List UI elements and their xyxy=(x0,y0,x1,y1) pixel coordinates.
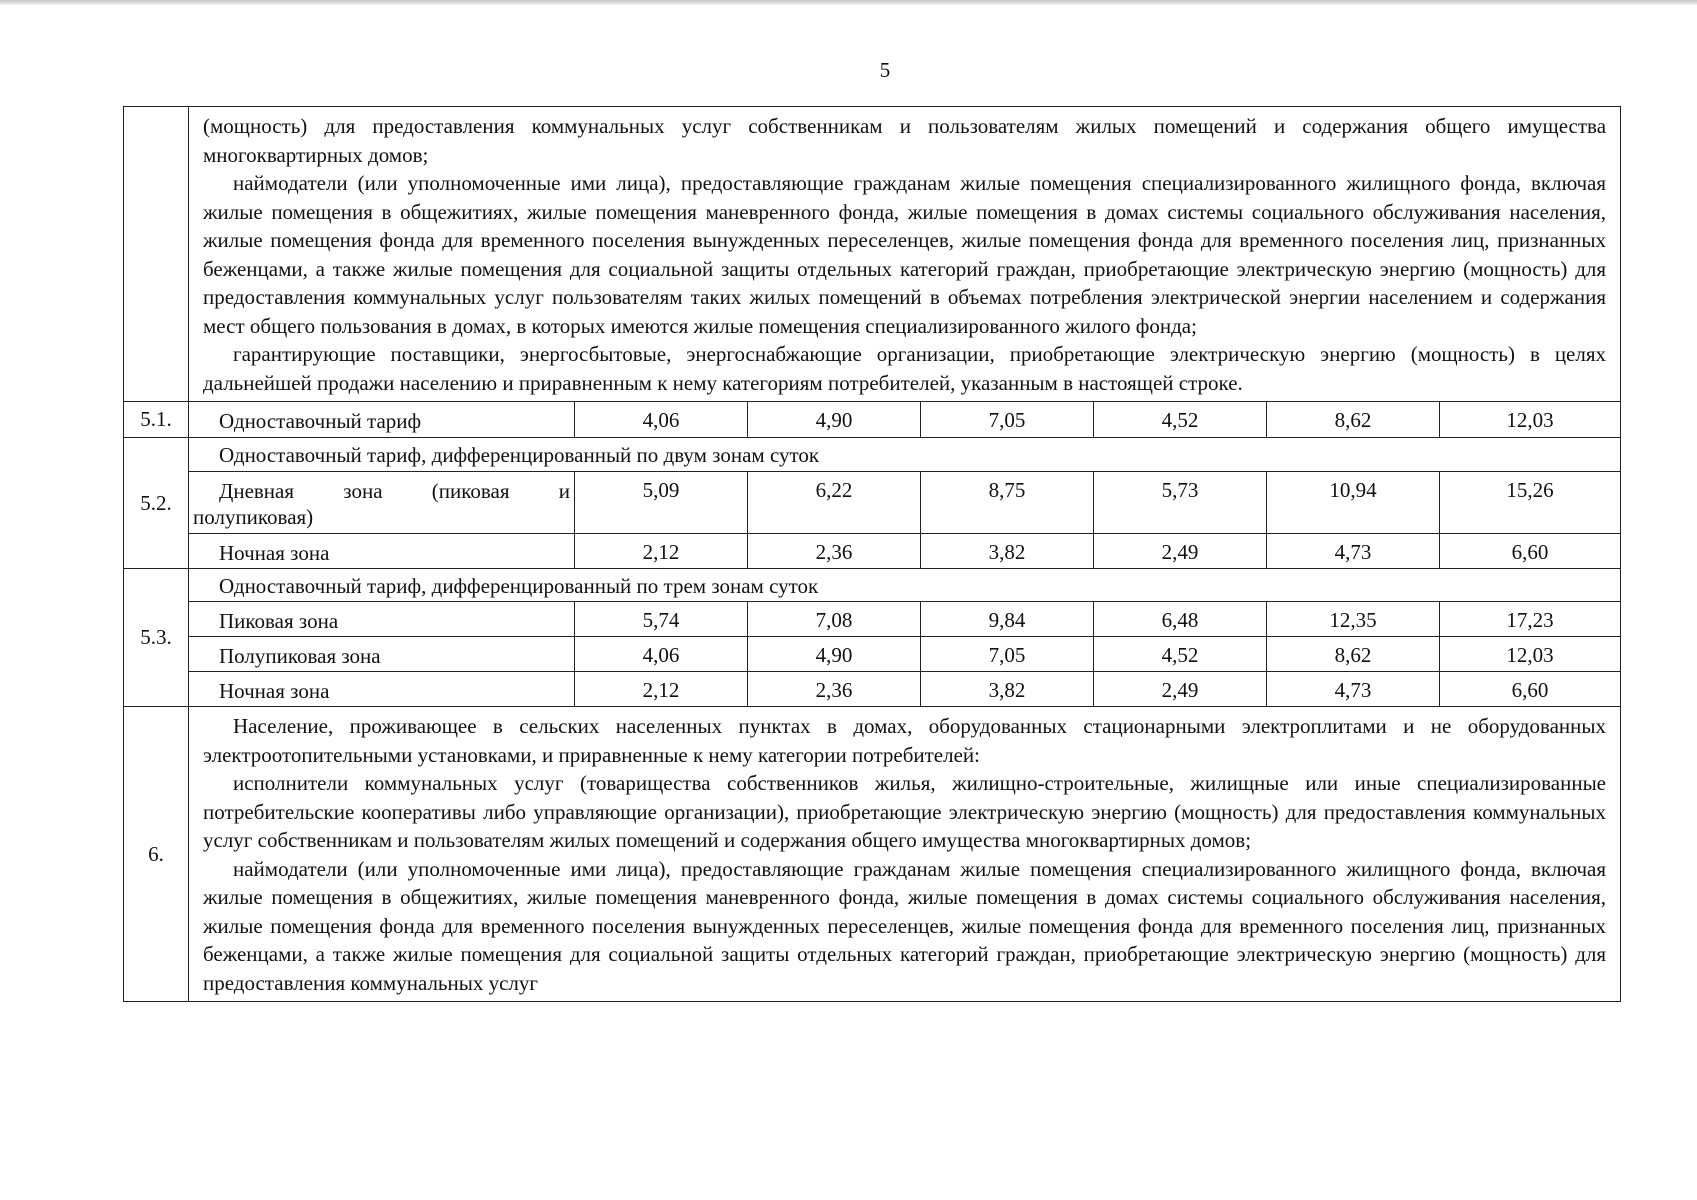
value-cell: 17,23 xyxy=(1440,602,1621,637)
value-cell: 15,26 xyxy=(1440,472,1621,534)
value-cell: 9,84 xyxy=(921,602,1094,637)
value-cell: 5,09 xyxy=(575,472,748,534)
page-number: 5 xyxy=(879,58,891,82)
row-5-2-day-zone xyxy=(124,472,1621,534)
paragraph: (мощность) для предоставления коммунальных услуг собственникам и пользователям жилых помещений и содержания общего имущества многоквартирных домов; xyxy=(203,114,1607,167)
value-cell: 8,62 xyxy=(1267,402,1440,438)
row-number xyxy=(124,107,189,402)
value-cell: 4,52 xyxy=(1094,637,1267,672)
value-cell: 5,74 xyxy=(575,602,748,637)
value-cell: 12,35 xyxy=(1267,602,1440,637)
paragraph: гарантирующие поставщики, энергосбытовые, энергоснабжающие организации, приобретающие электрическую энергию (мощность) в целях дальнейшей продажи населению и приравненным к нему категориям потребителей, указанным в настоящей строке. xyxy=(203,342,1607,395)
tariff-heading: Одноставочный тариф, дифференцированный по двум зонам суток xyxy=(189,438,1621,472)
value-cell: 12,03 xyxy=(1440,637,1621,672)
value-cell: 12,03 xyxy=(1440,402,1621,438)
row-5-2-heading xyxy=(124,438,1621,472)
value-cell: 4,90 xyxy=(748,402,921,438)
value-cell: 4,73 xyxy=(1267,672,1440,707)
value-cell: 2,49 xyxy=(1094,672,1267,707)
value-cell: 7,05 xyxy=(921,402,1094,438)
row-number: 5.2. xyxy=(124,438,189,569)
value-cell: 2,12 xyxy=(575,672,748,707)
row-number: 5.1. xyxy=(124,402,189,438)
paragraph: Население, проживающее в сельских населенных пунктах в домах, оборудованных стационарными электроплитами и не оборудованных электроотопительными установками, и приравненные к нему категории потребителей: xyxy=(203,714,1607,767)
row-description xyxy=(189,707,1621,1002)
zone-label xyxy=(189,472,575,534)
scan-edge xyxy=(0,0,1697,5)
row-5-3-semipeak-zone xyxy=(124,637,1621,672)
value-cell: 7,08 xyxy=(748,602,921,637)
value-cell: 8,75 xyxy=(921,472,1094,534)
value-cell: 2,49 xyxy=(1094,534,1267,569)
value-cell: 4,06 xyxy=(575,637,748,672)
zone-label-line-1: Дневная зона (пиковая и xyxy=(219,479,570,503)
zone-label-line-2: полупиковая) xyxy=(193,505,314,529)
row-6 xyxy=(124,707,1621,1002)
tariff-heading: Одноставочный тариф, дифференцированный по трем зонам суток xyxy=(189,569,1621,602)
tariff-label: Одноставочный тариф xyxy=(189,402,575,438)
value-cell: 8,62 xyxy=(1267,637,1440,672)
row-5-3-peak-zone xyxy=(124,602,1621,637)
value-cell: 6,60 xyxy=(1440,534,1621,569)
value-cell: 5,73 xyxy=(1094,472,1267,534)
value-cell: 4,06 xyxy=(575,402,748,438)
value-cell: 4,90 xyxy=(748,637,921,672)
zone-label: Ночная зона xyxy=(189,534,575,569)
row-5-2-night-zone xyxy=(124,534,1621,569)
row-5-3-heading xyxy=(124,569,1621,602)
zone-label: Пиковая зона xyxy=(189,602,575,637)
value-cell: 2,12 xyxy=(575,534,748,569)
row-number: 5.3. xyxy=(124,569,189,707)
value-cell: 6,48 xyxy=(1094,602,1267,637)
row-5-3-night-zone xyxy=(124,672,1621,707)
value-cell: 7,05 xyxy=(921,637,1094,672)
zone-label: Ночная зона xyxy=(189,672,575,707)
row-description xyxy=(189,107,1621,402)
paragraph: наймодатели (или уполномоченные ими лица), предоставляющие гражданам жилые помещения специализированного жилищного фонда, включая жилые помещения в общежитиях, жилые помещения маневренного фонда, жилые помещения в домах системы социального обслуживания населения, жилые помещения фонда для временного поселения вынужденных переселенцев, жилые помещения фонда для временного поселения лиц, признанных беженцами, а также жилые помещения для социальной защиты отдельных категорий граждан, приобретающие электрическую энергию (мощность) для предоставления коммунальных услуг пользователям таких жилых помещений в объемах потребления электрической энергии населением и содержания мест общего пользования в домах, в которых имеются жилые помещения специализированного жилого фонда; xyxy=(203,171,1607,338)
zone-label: Полупиковая зона xyxy=(189,637,575,672)
row-5-continuation xyxy=(124,107,1621,402)
value-cell: 10,94 xyxy=(1267,472,1440,534)
paragraph: наймодатели (или уполномоченные ими лица), предоставляющие гражданам жилые помещения специализированного жилищного фонда, включая жилые помещения в общежитиях, жилые помещения маневренного фонда, жилые помещения в домах системы социального обслуживания населения, жилые помещения фонда для временного поселения вынужденных переселенцев, жилые помещения фонда для временного поселения лиц, признанных беженцами, а также жилые помещения для социальной защиты отдельных категорий граждан, приобретающие электрическую энергию (мощность) для предоставления коммунальных услуг xyxy=(203,856,1607,995)
tariff-table xyxy=(123,106,1621,1002)
value-cell: 6,22 xyxy=(748,472,921,534)
value-cell: 4,73 xyxy=(1267,534,1440,569)
row-number: 6. xyxy=(124,707,189,1002)
value-cell: 3,82 xyxy=(921,672,1094,707)
value-cell: 2,36 xyxy=(748,672,921,707)
paragraph: исполнители коммунальных услуг (товарищества собственников жилья, жилищно-строительные, жилищные или иные специализированные потребительские кооперативы либо управляющие организации), приобретающие электрическую энергию (мощность) для предоставления коммунальных услуг собственникам и пользователям жилых помещений и содержания общего имущества многоквартирных домов; xyxy=(203,771,1607,852)
value-cell: 4,52 xyxy=(1094,402,1267,438)
value-cell: 6,60 xyxy=(1440,672,1621,707)
value-cell: 3,82 xyxy=(921,534,1094,569)
row-5-1 xyxy=(124,402,1621,438)
value-cell: 2,36 xyxy=(748,534,921,569)
